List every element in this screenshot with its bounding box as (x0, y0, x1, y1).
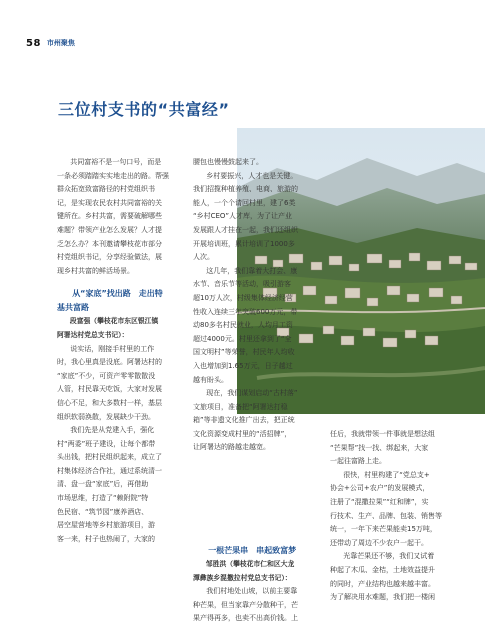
text-line: 乏怎么办？本刊邀请攀枝花市部分 (57, 239, 162, 248)
text-line: 这几年，我们靠着大打会、康 (206, 266, 298, 275)
text-line: 协会+公司+农户”的发展模式， (330, 484, 430, 493)
text-line: “家底”不少，可资产零零散散没 (57, 371, 156, 380)
text-line: 让阿署达的路越走越宽。 (193, 443, 270, 452)
text-line: 统一，一年下来芒果能卖15万吨， (330, 525, 437, 534)
text-line: 村“两委”班子建设，让每个都带 (57, 439, 156, 448)
text-line: 记，是实现农民农村共同富裕的关 (57, 198, 162, 207)
page-header (26, 36, 75, 50)
text-line: 组织软弱涣散，发展缺少干劲。 (57, 412, 155, 421)
text-line: 人管，村民靠天吃饭，大家对发展 (57, 385, 162, 394)
text-line: 入也增加到1.65万元，日子越过 (193, 361, 293, 370)
text-line: 群众拓宽致富路径的村党组织书 (57, 185, 155, 194)
byline: 阿署达村党总支书记）： (57, 330, 129, 339)
column-3 (330, 428, 456, 605)
text-line: 居空屋营地等乡村旅游项目，游 (57, 521, 155, 530)
text-line: 种芒果，但当家靠产分散种干，芒 (193, 600, 298, 609)
column-2-bottom (193, 544, 318, 626)
text-line: 我们招揽种植养殖、电商、旅游的 (193, 185, 298, 194)
text-line: 水节、音乐节等活动，吸引游客 (193, 280, 291, 289)
text-line: 为了解决用水难题，我们把一楼闲 (330, 593, 435, 602)
text-line: 村集体经济合作社，通过系统清一 (57, 466, 162, 475)
byline: 邹胜洪（攀枝花市仁和区大龙 (205, 560, 295, 568)
text-line: 国文明村”等荣誉，村民年人均收 (193, 348, 295, 357)
text-line: 市场思维，打造了“赖附院”特 (57, 494, 149, 503)
text-line: 人次。 (193, 253, 214, 262)
text-line: 时，我心里真是没底。阿署达村的 (57, 358, 162, 367)
text-line: 注册了“混撒拉果”“红和牌”，实 (330, 497, 429, 506)
subheading: 一根芒果串 串起致富梦 (208, 546, 297, 555)
text-line: 头出钱，把村民组织起来，成立了 (57, 453, 162, 462)
text-line: 很快，村里构建了“党总支+ (343, 470, 430, 479)
text-line: 动80多名村民就业，人均月工资 (193, 321, 293, 330)
byline: 段富强（攀枝花市东区银江镇 (69, 317, 159, 326)
text-line: 清、盘一盘“家底”后，再借助 (57, 480, 149, 489)
text-line: 发展跟人才挂在一起，我们还组织 (193, 225, 298, 234)
text-line: 我们村地处山坡，以前主要靠 (206, 587, 298, 596)
text-line: 能人，一个个请回村里，建了6类 (193, 198, 296, 207)
text-line: 客一来，村子也热闹了，大家的 (57, 534, 155, 543)
text-line: 箱”等非遗文化推广出去，把正统 (193, 416, 295, 425)
subheading: 从“家底”找出路 走出特 (72, 289, 163, 299)
text-line: 的同时，产业结构也越来越丰富。 (330, 579, 435, 588)
text-line: 行技术、生产、品牌、包装、销售等 (330, 511, 442, 520)
byline: 潭彝族乡混撒拉村党总支书记）： (193, 573, 292, 582)
text-line: 一条必须踏踏实实地走出的路。帮强 (57, 171, 169, 180)
article-title: 三位村支书的“共富经” (58, 100, 230, 119)
text-line: 任后，我就带领一件事就是想法组 (330, 430, 435, 438)
text-line: 开展培训班，累计培训了1000多 (193, 239, 295, 248)
text-line: 文旅项目，准备把“阿署达打稳 (193, 402, 288, 411)
text-line (57, 278, 182, 287)
text-line: 还带动了周边不少农户一起干。 (330, 538, 428, 547)
column-2-top (193, 156, 318, 455)
text-line: 现在，我们谋划启动“古村落” (206, 389, 298, 398)
text-line: 果产得再多，也卖不出高价钱。上 (193, 614, 298, 623)
text-line: 共同富裕不是一句口号，而是 (70, 158, 162, 166)
text-line: 超过4000元。村里还拿到了“全 (193, 334, 292, 343)
text-line: 性收入连续三年突破600万元，带 (193, 307, 298, 316)
text-line: 难题？带领产业怎么发展？人才提 (57, 225, 162, 234)
text-line: 色民宿、“筑节园”康养酒店、 (57, 507, 149, 516)
text-line: 现乡村共富的鲜活场景。 (57, 266, 134, 275)
text-line: 村党组织书记，分享经验做法，展 (57, 253, 162, 262)
text-line: 键所在。乡村共富，需要破解哪些 (57, 212, 162, 221)
section-label: 市州聚焦 (46, 39, 75, 47)
page-number: 58 (26, 37, 41, 49)
text-line: 一起往富路上走。 (330, 457, 386, 466)
text-line: 腰包也慢慢鼓起来了。 (193, 158, 263, 166)
text-line: 我们先是从党建入手，强化 (70, 426, 155, 435)
text-line: 光靠芒果还不够，我们又试着 (343, 552, 435, 561)
text-line: 越有盼头。 (193, 375, 228, 384)
text-line: 超10万人次，村级集体经济经营 (193, 293, 293, 302)
column-1 (57, 156, 182, 546)
text-line: 说实话，刚接手村里的工作 (70, 344, 155, 353)
text-line: 种起了木瓜、金桔，土地效益提升 (330, 565, 435, 574)
text-line: 信心不足，和大多数村一样，基层 (57, 398, 162, 407)
subheading: 基共富路 (57, 303, 89, 313)
text-line: 文化资源变成村里的“活招牌”， (193, 429, 292, 438)
text-line: “芒果帮”找一找、绑起来，大家 (330, 443, 429, 452)
text-line: “乡村CEO”人才库，为了让产业 (193, 212, 292, 221)
text-line: 乡村要振兴，人才也是关键。 (206, 171, 298, 180)
